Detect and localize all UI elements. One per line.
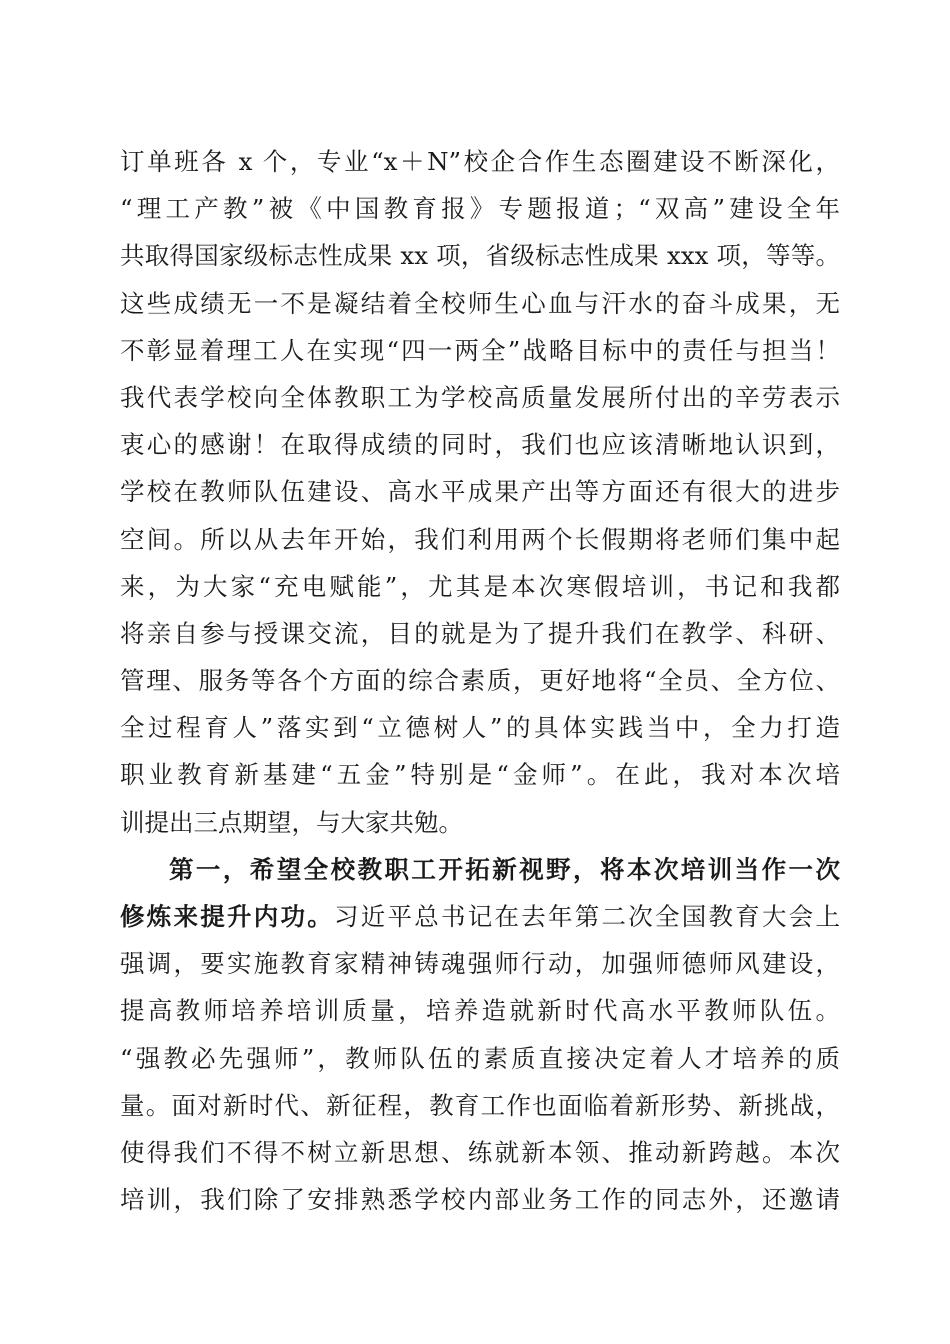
text-line: 空间。所以从去年开始，我们利用两个长假期将老师们集中起 (120, 524, 840, 554)
text-line: 来，为大家“充电赋能”，尤其是本次寒假培训，书记和我都 (120, 571, 840, 601)
text-line: 量。面对新时代、新征程，教育工作也面临着新形势、新挑战， (120, 1090, 840, 1120)
text-line: 训提出三点期望，与大家共勉。 (120, 807, 463, 837)
text-line: 学校在教师队伍建设、高水平成果产出等方面还有很大的进步 (120, 477, 840, 507)
text-run: 习近平总书记在去年第二次全国教育大会上 (334, 902, 840, 931)
paragraph-2 (120, 846, 840, 1224)
text-line (120, 893, 840, 940)
text-line: 职业教育新基建“五金”特别是“金师”。在此，我对本次培 (120, 760, 840, 790)
text-line: 使得我们不得不树立新思想、练就新本领、推动新跨越。本次 (120, 1137, 840, 1167)
emphasis-text: 修炼来提升内功。 (120, 902, 334, 931)
text-line: 衷心的感谢！在取得成绩的同时，我们也应该清晰地认识到， (120, 430, 840, 460)
text-line: 全过程育人”落实到“立德树人”的具体实践当中，全力打造 (120, 713, 840, 743)
paragraph-1 (120, 138, 840, 846)
text-line: 提高教师培养培训质量，培养造就新时代高水平教师队伍。 (120, 996, 840, 1026)
text-line: 订单班各 x 个，专业“x＋N”校企合作生态圈建设不断深化， (120, 147, 840, 176)
text-line: 管理、服务等各个方面的综合素质，更好地将“全员、全方位、 (120, 666, 840, 696)
text-line-bold: 第一，希望全校教职工开拓新视野，将本次培训当作一次 (169, 854, 840, 884)
text-line: 将亲自参与授课交流，目的就是为了提升我们在教学、科研、 (120, 618, 840, 648)
body-text (120, 138, 840, 1223)
text-line: “理工产教”被《中国教育报》专题报道；“双高”建设全年 (120, 194, 840, 224)
text-line: 培训，我们除了安排熟悉学校内部业务工作的同志外，还邀请 (120, 1185, 840, 1215)
text-line: 强调，要实施教育家精神铸魂强师行动，加强师德师风建设， (120, 949, 840, 979)
text-line: 不彰显着理工人在实现“四一两全”战略目标中的责任与担当！ (120, 335, 840, 365)
text-line: “强教必先强师”，教师队伍的素质直接决定着人才培养的质 (120, 1043, 840, 1073)
text-line: 我代表学校向全体教职工为学校高质量发展所付出的辛劳表示 (120, 382, 840, 412)
text-line: 这些成绩无一不是凝结着全校师生心血与汗水的奋斗成果，无 (120, 288, 840, 318)
text-line: 共取得国家级标志性成果 xx 项，省级标志性成果 xxx 项，等等。 (120, 241, 840, 271)
